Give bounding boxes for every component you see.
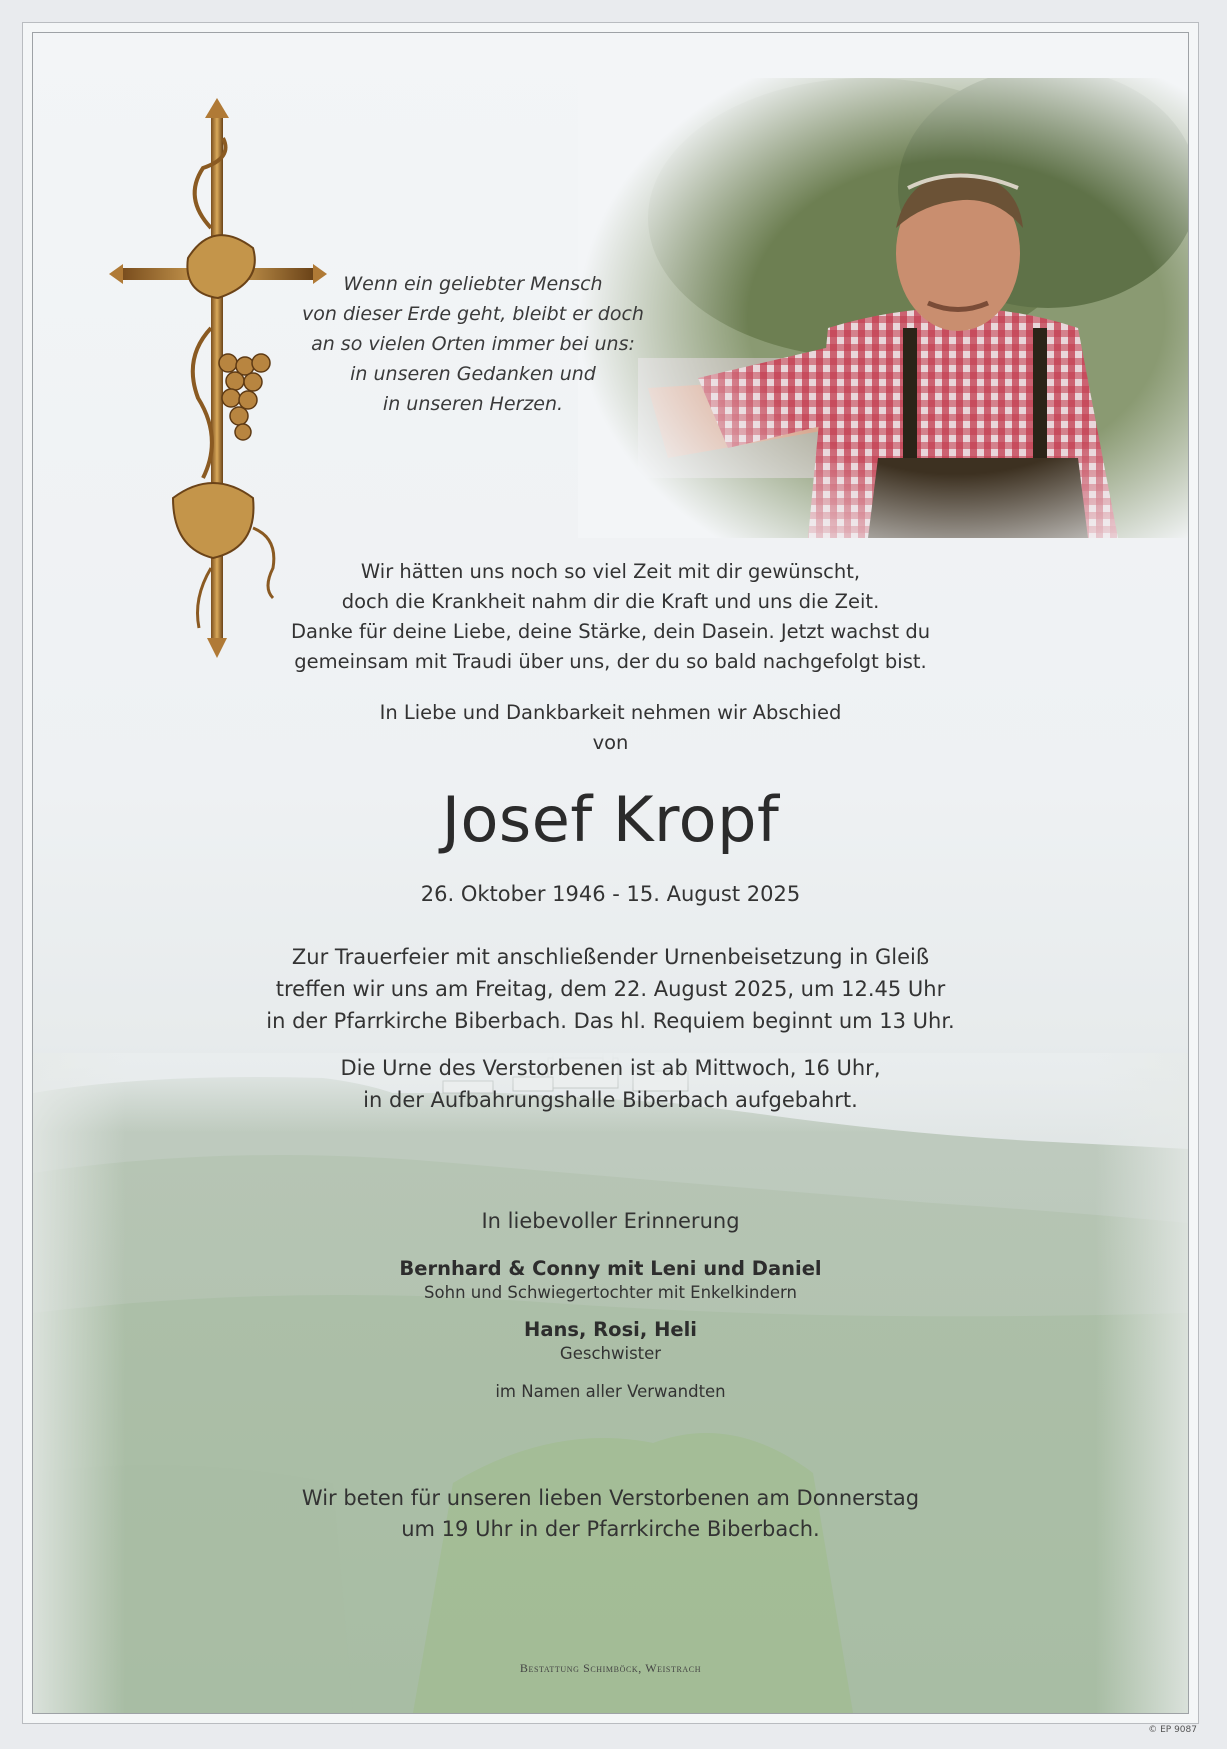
mourner-names: Bernhard & Conny mit Leni und Daniel [399, 1257, 822, 1280]
message-line: gemeinsam mit Traudi über uns, der du so bald nachgefolgt bist. [294, 650, 927, 673]
quote-line: in unseren Gedanken und [350, 363, 596, 385]
portrait-photo [578, 78, 1188, 538]
urn-line: in der Aufbahrungshalle Biberbach aufgebahrt. [363, 1088, 858, 1112]
obituary-frame [32, 32, 1189, 1714]
quote-line: von dieser Erde geht, bleibt er doch [302, 303, 644, 325]
ceremony-info [33, 941, 1188, 1037]
message-line: Danke für deine Liebe, deine Stärke, dein Dasein. Jetzt wachst du [290, 620, 931, 643]
farewell-line: In Liebe und Dankbarkeit nehmen wir Abschied [379, 701, 842, 724]
obituary-sheet [22, 22, 1199, 1724]
farewell-line: von [592, 731, 629, 754]
prayer-line: um 19 Uhr in der Pfarrkirche Biberbach. [401, 1517, 820, 1541]
prayer-notice [33, 1483, 1188, 1545]
prayer-line: Wir beten für unseren lieben Verstorbenen am Donnerstag [301, 1486, 920, 1510]
mourner-relation: Sohn und Schwiegertochter mit Enkelkindern [424, 1283, 797, 1302]
personal-message [33, 557, 1188, 677]
mourner-group [33, 1317, 1188, 1365]
urn-line: Die Urne des Verstorbenen ist ab Mittwoch, 16 Uhr, [340, 1056, 881, 1080]
deceased-name: Josef Kropf [441, 783, 780, 856]
mourners-lead: In liebevoller Erinnerung [481, 1209, 740, 1233]
message-line: Wir hätten uns noch so viel Zeit mit dir gewünscht, [360, 560, 861, 583]
funeral-home-credit: Bestattung Schimböck, Weistrach [519, 1661, 702, 1675]
ceremony-line: in der Pfarrkirche Biberbach. Das hl. Requiem beginnt um 13 Uhr. [266, 1009, 955, 1033]
mourner-group [33, 1256, 1188, 1304]
quote-line: an so vielen Orten immer bei uns: [311, 333, 635, 355]
copyright-note: © EP 9087 [1148, 1725, 1197, 1735]
quote-line: Wenn ein geliebter Mensch [343, 273, 603, 295]
mourner-names: Hans, Rosi, Heli [524, 1318, 697, 1341]
quote-line: in unseren Herzen. [382, 393, 564, 415]
memorial-quote [293, 269, 653, 419]
ceremony-line: treffen wir uns am Freitag, dem 22. August 2025, um 12.45 Uhr [275, 977, 946, 1001]
farewell-lead [33, 698, 1188, 758]
message-line: doch die Krankheit nahm dir die Kraft und uns die Zeit. [341, 590, 880, 613]
mourner-relation: Geschwister [559, 1344, 662, 1363]
relatives-note: im Namen aller Verwandten [495, 1382, 726, 1401]
urn-info [33, 1052, 1188, 1116]
ceremony-line: Zur Trauerfeier mit anschließender Urnenbeisetzung in Gleiß [291, 945, 930, 969]
life-dates: 26. Oktober 1946 - 15. August 2025 [420, 882, 801, 906]
